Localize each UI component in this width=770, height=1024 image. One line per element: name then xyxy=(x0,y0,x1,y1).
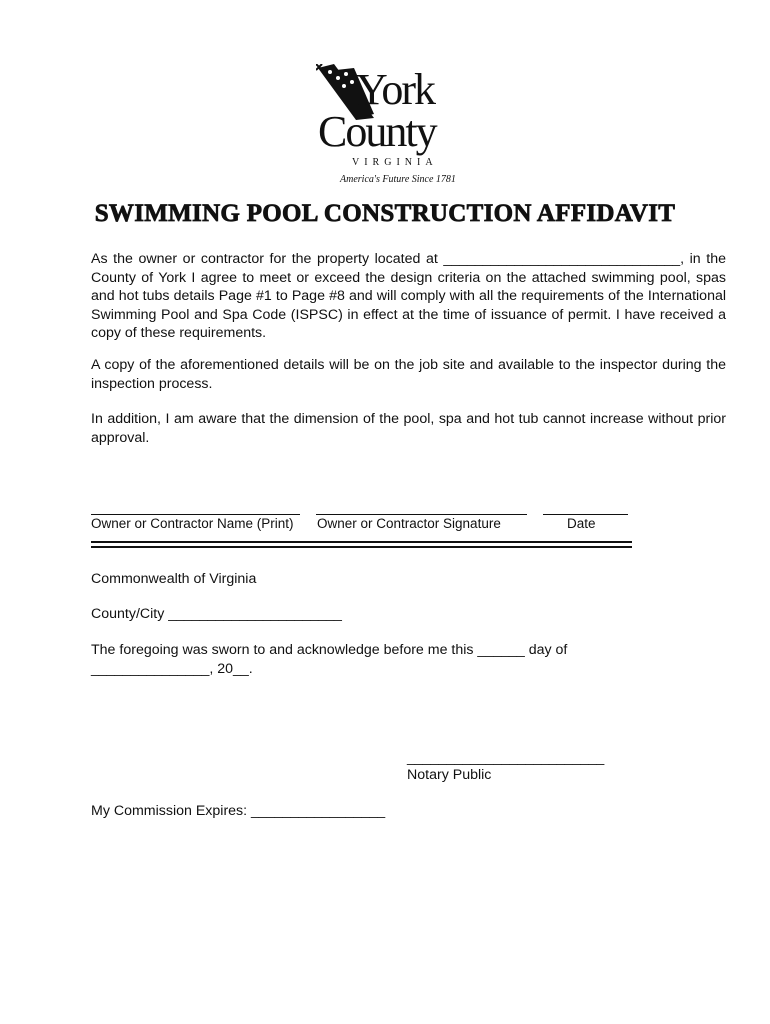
sworn-statement-line1: The foregoing was sworn to and acknowledge before me this ______ day of xyxy=(91,642,568,658)
section-divider xyxy=(91,541,632,549)
logo-county-text: County xyxy=(318,107,436,156)
notary-public-label: Notary Public xyxy=(407,767,492,783)
commonwealth-text: Commonwealth of Virginia xyxy=(91,571,257,587)
agreement-paragraph: As the owner or contractor for the property located at ______________________________, in the County of York I agree to meet or exceed the design criteria on the attached swimming pool, spas and hot tubs details Page #1 to Page #8 and will comply with all the requirements of the International Swimming Pool and Spa Code (ISPSC) in effect at the time of issuance of permit. I have received a copy of these requirements. xyxy=(91,251,726,341)
notary-signature-line[interactable]: _________________________ xyxy=(407,750,605,766)
logo-york-text: York xyxy=(356,65,435,114)
sworn-statement-line2: _______________, 20__. xyxy=(91,661,253,677)
york-county-logo xyxy=(312,62,464,190)
signature-line[interactable] xyxy=(316,514,527,515)
county-city-field[interactable]: County/City ______________________ xyxy=(91,606,342,622)
commission-expires-field[interactable]: My Commission Expires: _________________ xyxy=(91,803,386,819)
dimension-paragraph: In addition, I am aware that the dimension of the pool, spa and hot tub cannot increase without prior approval. xyxy=(91,411,726,446)
name-print-label: Owner or Contractor Name (Print) xyxy=(91,516,294,531)
logo-tagline: America's Future Since 1781 xyxy=(340,174,456,185)
details-paragraph: A copy of the aforementioned details will be on the job site and available to the inspector during the inspection process. xyxy=(91,357,726,392)
date-line[interactable] xyxy=(543,514,628,515)
name-print-line[interactable] xyxy=(91,514,300,515)
date-label: Date xyxy=(567,516,596,531)
logo-state-text: VIRGINIA xyxy=(352,157,438,168)
signature-label: Owner or Contractor Signature xyxy=(317,516,501,531)
document-title: SWIMMING POOL CONSTRUCTION AFFIDAVIT xyxy=(94,200,676,227)
